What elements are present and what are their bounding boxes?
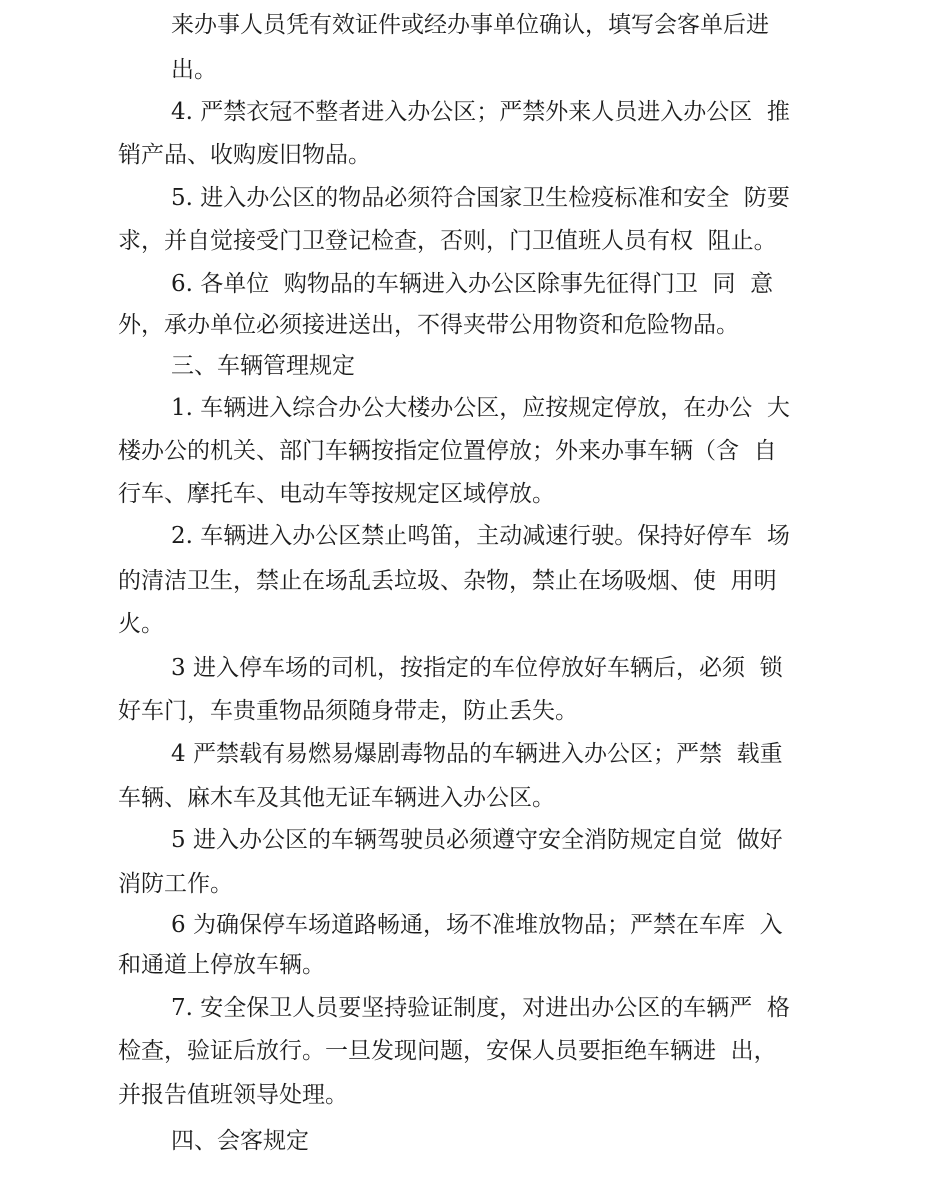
text-line: 好车门，车贵重物品须随身带走，防止丢失。 xyxy=(118,698,578,724)
text-line: 楼办公的机关、部门车辆按指定位置停放；外来办事车辆（含 自 xyxy=(118,438,777,464)
text-line: 火。 xyxy=(118,611,164,637)
text-line: 和通道上停放车辆。 xyxy=(118,952,325,978)
text-line: 6 为确保停车场道路畅通，场不准堆放物品；严禁在车库 入 xyxy=(171,912,783,938)
text-line: 5 进入办公区的车辆驾驶员必须遵守安全消防规定自觉 做好 xyxy=(171,827,783,853)
text-line: 4. 严禁衣冠不整者进入办公区；严禁外来人员进入办公区 推 xyxy=(171,99,790,125)
text-line: 销产品、收购废旧物品。 xyxy=(118,142,371,168)
text-line: 行车、摩托车、电动车等按规定区域停放。 xyxy=(118,481,555,507)
text-line: 1. 车辆进入综合办公大楼办公区，应按规定停放，在办公 大 xyxy=(171,395,790,421)
text-line: 7. 安全保卫人员要坚持验证制度，对进出办公区的车辆严 格 xyxy=(171,995,790,1021)
text-line: 来办事人员凭有效证件或经办事单位确认，填写会客单后进 xyxy=(171,12,769,38)
text-line: 检查，验证后放行。一旦发现问题，安保人员要拒绝车辆进 出， xyxy=(118,1038,777,1064)
text-line: 4 严禁载有易燃易爆剧毒物品的车辆进入办公区；严禁 载重 xyxy=(171,741,783,767)
text-line: 并报告值班领导处理。 xyxy=(118,1082,348,1108)
text-line: 外，承办单位必须接进送出，不得夹带公用物资和危险物品。 xyxy=(118,312,739,338)
text-line: 的清洁卫生，禁止在场乱丢垃圾、杂物，禁止在场吸烟、使 用明 xyxy=(118,568,777,594)
text-line: 消防工作。 xyxy=(118,871,233,897)
text-line: 2. 车辆进入办公区禁止鸣笛，主动减速行驶。保持好停车 场 xyxy=(171,523,790,549)
text-line: 求，并自觉接受门卫登记检查，否则，门卫值班人员有权 阻止。 xyxy=(118,228,777,254)
section-heading: 四、会客规定 xyxy=(171,1128,309,1154)
text-line: 车辆、麻木车及其他无证车辆进入办公区。 xyxy=(118,785,555,811)
section-heading: 三、车辆管理规定 xyxy=(171,353,355,379)
text-line: 出。 xyxy=(171,57,217,83)
text-line: 3 进入停车场的司机，按指定的车位停放好车辆后，必须 锁 xyxy=(171,655,783,681)
text-line: 6. 各单位 购物品的车辆进入办公区除事先征得门卫 同 意 xyxy=(171,271,774,297)
text-line: 5. 进入办公区的物品必须符合国家卫生检疫标准和安全 防要 xyxy=(171,185,790,211)
